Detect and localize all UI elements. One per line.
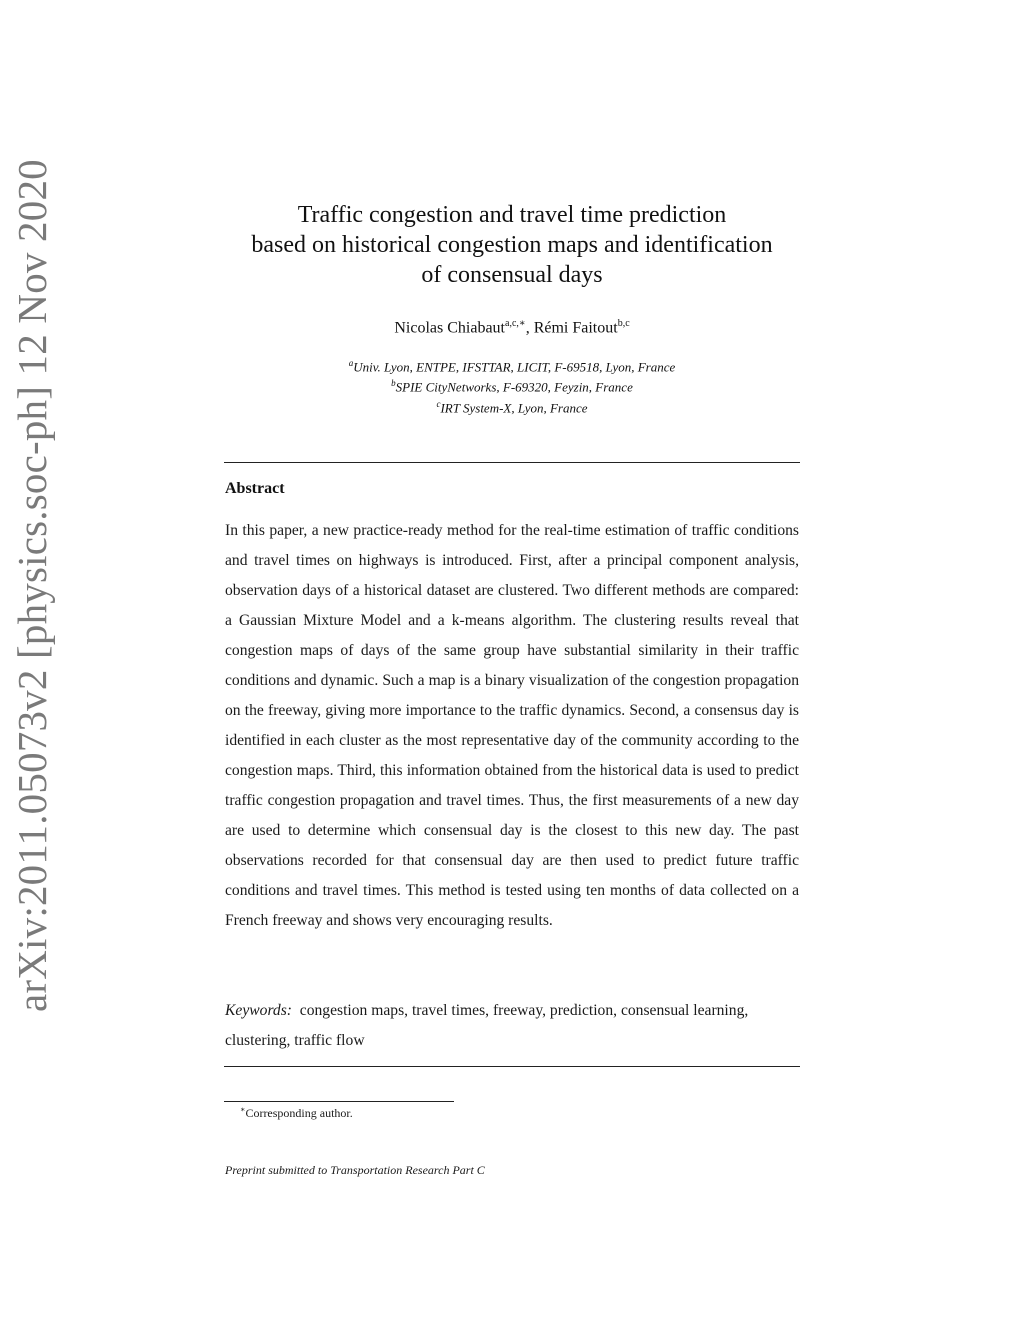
- affiliation-list: [200, 355, 824, 416]
- affiliation-b-mark: b: [391, 378, 396, 389]
- affiliation-b: [200, 375, 824, 395]
- footnote-rule: [224, 1101, 454, 1102]
- author-separator: ,: [525, 319, 534, 337]
- affiliation-c-text: IRT System-X, Lyon, France: [440, 399, 588, 415]
- footnote-mark: ∗: [240, 1105, 246, 1114]
- footnote-text: Corresponding author.: [245, 1106, 353, 1120]
- author-2-affiliation-marks: b,c: [617, 318, 630, 329]
- abstract-body: In this paper, a new practice-ready method for the real-time estimation of traffic conditions and travel times on highways is introduced. First, after a principal component analysis, observation days of a historical dataset are clustered. Two different methods are compared: a Gaussian Mixture Model and a k-means algorithm. The clustering results reveal that congestion maps of days of the same group have substantial similarity in their traffic conditions and dynamic. Such a map is a binary visualization of the congestion propagation on the freeway, giving more importance to the traffic dynamics. Second, a consensus day is identified in each cluster as the most representative day of the community according to the congestion maps. Third, this information obtained from the historical data is used to predict traffic congestion propagation and travel times. Thus, the first measurements of a new day are used to determine which consensual day is the closest to this new day. The past observations recorded for that consensual day are then used to predict future traffic conditions and travel times. This method is tested using ten months of data collected on a French freeway and shows very encouraging results.: [225, 522, 799, 929]
- keywords-text: congestion maps, travel times, freeway, prediction, consensual learning, clustering, traffic flow: [225, 1002, 749, 1049]
- title-line-2: based on historical congestion maps and identification: [251, 232, 773, 258]
- affiliation-a-mark: a: [348, 358, 354, 368]
- paper-title: [200, 200, 824, 290]
- preprint-notice: Preprint submitted to Transportation Research Part C: [225, 1163, 485, 1177]
- abstract-top-rule: [224, 462, 800, 463]
- keywords-label: Keywords:: [225, 1002, 292, 1019]
- title-line-3: of consensual days: [421, 262, 603, 288]
- author-1-affiliation-marks: a,c,∗: [505, 318, 526, 329]
- affiliation-c-mark: c: [436, 398, 441, 409]
- keywords: [225, 996, 799, 1056]
- abstract-heading: Abstract: [225, 480, 285, 497]
- author-1-name: Nicolas Chiabaut: [394, 319, 505, 337]
- affiliation-b-text: SPIE CityNetworks, F-69320, Feyzin, France: [395, 379, 633, 395]
- affiliation-a: [200, 355, 824, 375]
- title-line-1: Traffic congestion and travel time prediction: [297, 202, 727, 228]
- author-list: [200, 318, 824, 337]
- affiliation-a-text: Univ. Lyon, ENTPE, IFSTTAR, LICIT, F-69518, Lyon, France: [353, 359, 676, 375]
- corresponding-author-footnote: [240, 1105, 353, 1121]
- affiliation-c: [200, 396, 824, 416]
- author-2-name: Rémi Faitout: [533, 319, 618, 337]
- abstract-bottom-rule: [224, 1066, 800, 1067]
- arxiv-identifier-stamp: arXiv:2011.05073v2 [physics.soc-ph] 12 Nov 2020: [9, 159, 55, 1012]
